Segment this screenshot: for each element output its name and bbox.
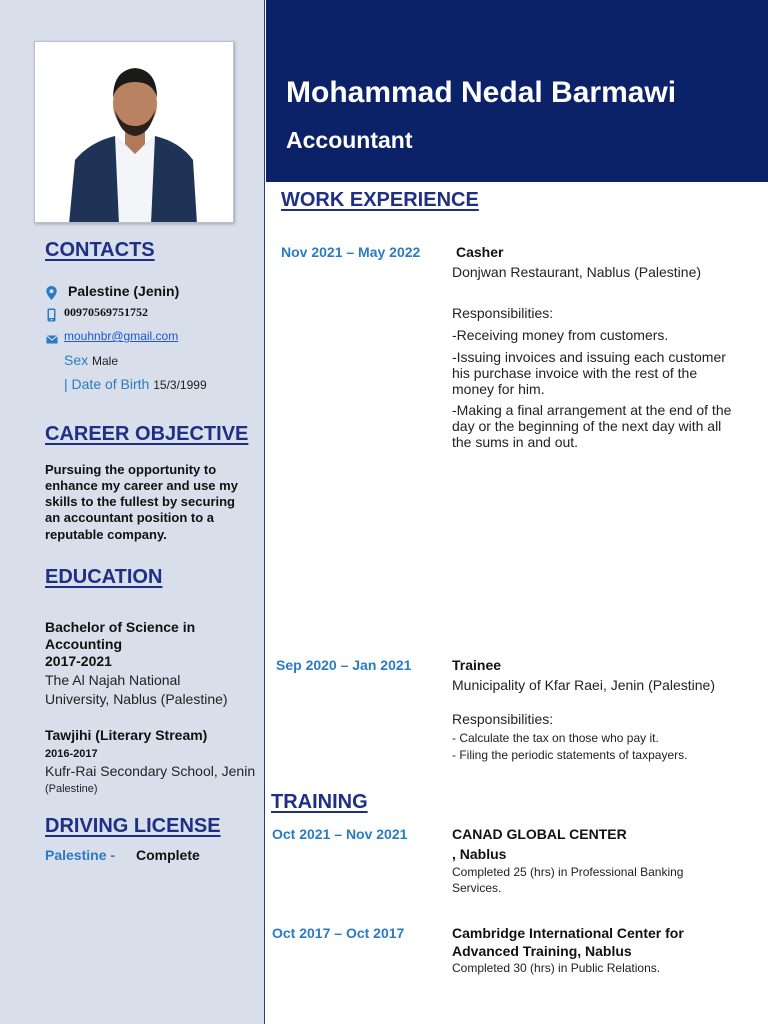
profile-photo: [34, 41, 234, 223]
responsibility-line: -Making a final arrangement at the end of the: [452, 402, 732, 418]
full-name: Mohammad Nedal Barmawi: [286, 76, 677, 109]
training-detail: [452, 864, 752, 896]
training-detail: [452, 961, 752, 976]
sex-value: Male: [92, 354, 119, 368]
person-portrait-icon: [35, 42, 234, 223]
training-detail-line: Completed 25 (hrs) in Professional Banking: [452, 865, 684, 879]
responsibility-line: - Filing the periodic statements of taxpayers.: [452, 748, 688, 762]
career-objective-heading: CAREER OBJECTIVE: [45, 423, 249, 445]
school: The Al Najah National: [45, 672, 181, 688]
job-role: Trainee: [452, 657, 502, 673]
training-dates: Oct 2017 – Oct 2017: [272, 925, 405, 941]
school: Kufr-Rai Secondary School, Jenin: [45, 763, 256, 779]
license-country: Palestine -: [45, 847, 116, 863]
objective-line: Pursuing the opportunity to: [45, 462, 217, 477]
degree: Bachelor of Science in: [45, 619, 196, 635]
objective-line: skills to the fullest by securing: [45, 494, 235, 509]
training-center: , Nablus: [452, 846, 507, 862]
responsibilities-heading: Responsibilities:: [452, 305, 554, 321]
job-employer: Donjwan Restaurant, Nablus (Palestine): [452, 264, 702, 280]
responsibility-line: - Calculate the tax on those who pay it.: [452, 731, 659, 745]
dob-value: 15/3/1999: [153, 378, 207, 392]
dob-row: [64, 376, 207, 393]
responsibility-item: [452, 349, 752, 397]
training-heading: TRAINING: [271, 791, 368, 813]
responsibility-line: money for him.: [452, 381, 545, 397]
phone-number: 00970569751752: [64, 305, 148, 319]
location-pin-icon: [46, 286, 57, 300]
training-center: CANAD GLOBAL CENTER: [452, 826, 627, 842]
education-item: [45, 619, 260, 708]
responsibility-line: -Issuing invoices and issuing each customer: [452, 349, 726, 365]
phone-icon: [47, 308, 56, 322]
training-entry: [452, 826, 752, 896]
training-center: Advanced Training, Nablus: [452, 943, 632, 959]
training-entry: [452, 925, 752, 976]
job-entry: [452, 657, 752, 764]
job-title: Accountant: [286, 127, 413, 153]
training-detail-line: Services.: [452, 881, 502, 895]
school: University, Nablus (Palestine): [45, 691, 228, 707]
objective-line: reputable company.: [45, 527, 167, 542]
contacts-heading: CONTACTS: [45, 239, 155, 261]
email-envelope-icon: [46, 335, 58, 344]
license-status: Complete: [136, 847, 200, 863]
education-years: 2017-2021: [45, 653, 112, 669]
objective-line: enhance my career and use my: [45, 478, 238, 493]
career-objective-text: [45, 462, 260, 543]
education-item: [45, 727, 260, 796]
responsibilities-heading: Responsibilities:: [452, 711, 554, 727]
responsibility-item: [452, 402, 752, 450]
training-dates: Oct 2021 – Nov 2021: [272, 826, 408, 842]
training-detail-line: Completed 30 (hrs) in Public Relations.: [452, 961, 661, 975]
responsibility-item: [452, 327, 752, 344]
driving-license-heading: DRIVING LICENSE: [45, 815, 221, 837]
school: (Palestine): [45, 783, 98, 795]
degree: Accounting: [45, 636, 122, 652]
job-role: Casher: [456, 244, 504, 260]
responsibility-line: day or the beginning of the next day with all: [452, 418, 722, 434]
responsibility-line: -Receiving money from customers.: [452, 327, 669, 343]
education-heading: EDUCATION: [45, 566, 163, 588]
responsibility-line: the sums in and out.: [452, 434, 579, 450]
training-center: Cambridge International Center for: [452, 925, 684, 941]
job-employer: Municipality of Kfar Raei, Jenin (Palestine): [452, 677, 716, 693]
responsibility-line: his purchase invoice with the rest of the: [452, 365, 698, 381]
responsibility-item: [452, 730, 752, 764]
dob-label: | Date of Birth: [64, 376, 150, 392]
work-experience-heading: WORK EXPERIENCE: [281, 189, 479, 211]
education-years: 2016-2017: [45, 748, 98, 760]
email-link[interactable]: mouhnbr@gmail.com: [64, 329, 179, 343]
degree: Tawjihi (Literary Stream): [45, 727, 208, 743]
job-dates: Nov 2021 – May 2022: [281, 244, 421, 260]
sex-label: Sex: [64, 352, 89, 368]
job-entry: [452, 244, 752, 450]
sex-row: [64, 352, 118, 369]
objective-line: an accountant position to a: [45, 510, 215, 525]
location-text: Palestine (Jenin): [68, 283, 180, 299]
job-dates: Sep 2020 – Jan 2021: [276, 657, 412, 673]
